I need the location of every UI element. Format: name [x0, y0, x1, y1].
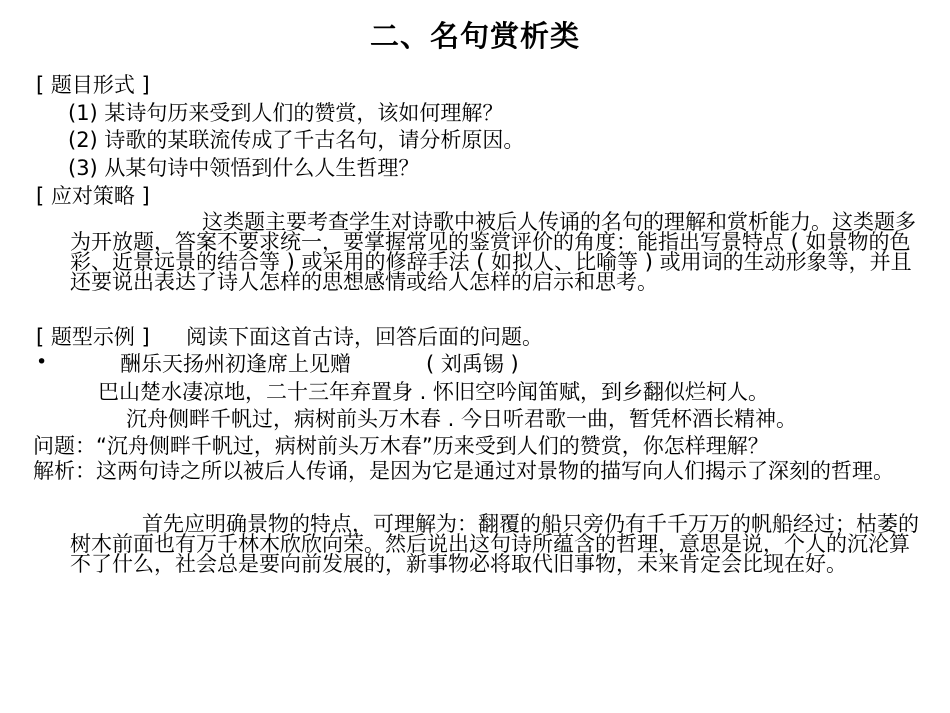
poem-author: ( 刘禹锡 ): [426, 352, 519, 376]
poem-title: 酬乐天扬州初逢席上见赠: [120, 352, 351, 376]
analysis-paragraph-1: 解析：这两句诗之所以被后人传诵，是因为它是通过对景物的描写向人们揭示了深刻的哲理。: [33, 459, 894, 483]
form-heading: [ 题目形式 ]: [36, 73, 150, 97]
form-item-3: (3) 从某句诗中领悟到什么人生哲理？: [68, 156, 420, 180]
analysis-paragraph-2: 首先应明确景物的特点，可理解为：翻覆的船只旁仍有千千万万的帆船经过；枯萎的树木前面也有万千林木欣欣向荣。然后说出这句诗所蕴含的哲理，意思是说，个人的沉沦算不了什么，社会总是要向前发展的，新事物必将取代旧事物，未来肯定会比现在好。: [70, 512, 919, 576]
page-title: 二、名句赏析类: [369, 19, 580, 53]
form-item-1: (1) 某诗句历来受到人们的赞赏，该如何理解？: [68, 101, 504, 125]
form-item-2: (2) 诗歌的某联流传成了千古名句，请分析原因。: [68, 128, 525, 152]
question-text: 问题：“沉舟侧畔千帆过，病树前头万木春”历来受到人们的赞赏，你怎样理解？: [33, 434, 769, 458]
example-instruction: 阅读下面这首古诗，回答后面的问题。: [186, 325, 543, 349]
strategy-heading: [ 应对策略 ]: [36, 184, 150, 208]
strategy-text: 这类题主要考查学生对诗歌中被后人传诵的名句的理解和赏析能力。这类题多为开放题，答案不要求统一，要掌握常见的鉴赏评价的角度：能指出写景特点 ( 如景物的色彩、近景远景的结合等 ) 或采用的修辞手法 ( 如拟人、比喻等 ) 或用词的生动形象等，并且还要说出表达了诗人怎样的思想感情或给人怎样的启示和思考。: [70, 210, 916, 294]
example-heading: [ 题型示例 ]: [36, 325, 150, 349]
poem-line-1: 巴山楚水凄凉地，二十三年弃置身 . 怀旧空吟闻笛赋，到乡翻似烂柯人。: [98, 380, 770, 404]
poem-line-2: 沉舟侧畔千帆过，病树前头万木春 . 今日听君歌一曲，暂凭杯酒长精神。: [126, 407, 798, 431]
bullet-dot: •: [36, 351, 48, 373]
